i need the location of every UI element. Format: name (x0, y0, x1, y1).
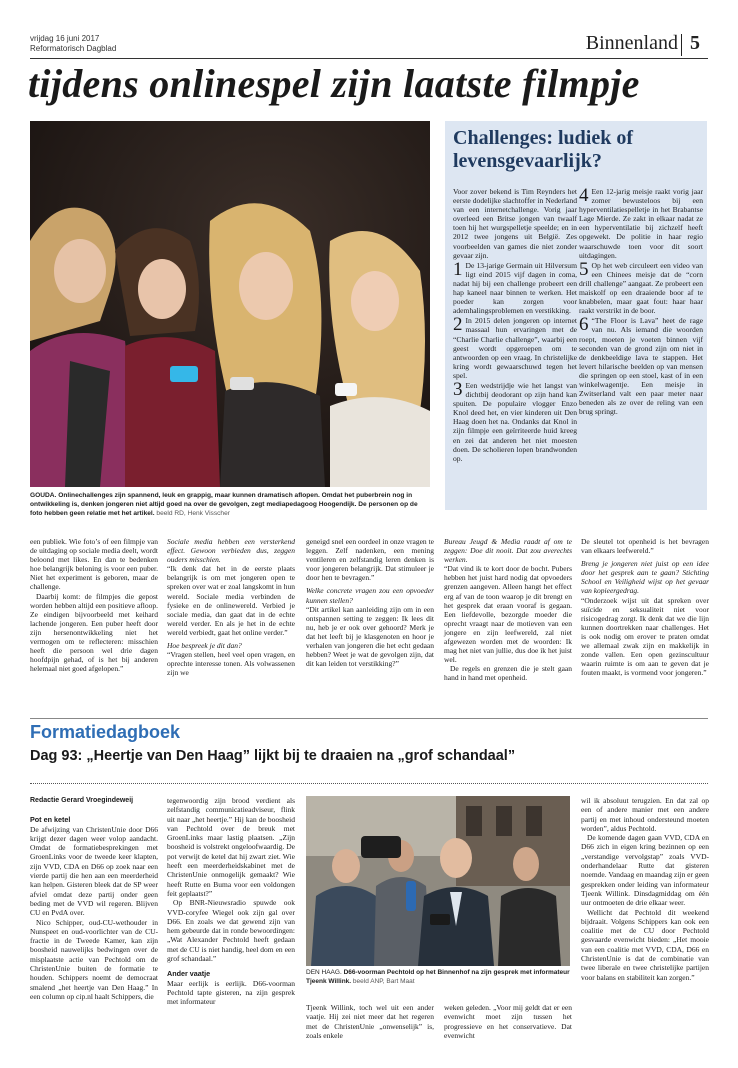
paragraph: De sleutel tot openheid is het bevragen van elkaars leefwereld.” (581, 537, 709, 556)
sidebar-item (453, 316, 577, 380)
paragraph: De komende dagen gaan VVD, CDA en D66 zich in eigen kring bezinnen op een „verstandige vervolgstap” zoals VVD-onderhandelaar Rutte dat gisteren noemde. Vandaag en maandag zijn er geen gesprekken onder leiding van informateur Tjeenk Willink. Dinsdagmiddag om één uur ontmoeten de drie elkaar weer. (581, 833, 709, 908)
photo2-caption (306, 968, 572, 986)
paragraph: tegenwoordig zijn brood verdient als zelfstandig communicatieadviseur, flink uit naar „het heertje.” Hij kan de boosheid van Pechtold over de breuk met GroenLinks maar lastig plaatsen. „Zijn boosheid is volstrekt ongeloofwaardig. De pot verwijt de ketel dat hij zwart ziet. Wie heeft een meerderheidskabinet met de ChristenUnie onmogelijk gemaakt? Wie heeft Rutte en Buma voor een voldongen feit geplaatst?” (167, 796, 295, 898)
interview-question: Hoe bespreek je dit dan? (167, 641, 242, 651)
article-col-4 (444, 537, 572, 683)
section-rule (30, 718, 708, 719)
paragraph: “Onderzoek wijst uit dat spreken over suïcide en seksualiteit niet voor risicogedrag zorgt. Ik denk dat we die lijn kunnen doortrekken naar challenges. Het is ook nodig om erover te praten omdat we allemaal zwak zijn en makkelijk in zonde vallen. Een open gezinscultuur waarin ruimte is om aan te geven dat je fouten maakt, is vormend voor jongeren.” (581, 595, 709, 678)
sidebar-title: Challenges: ludiek of levensgevaarlijk? (453, 127, 634, 172)
interview-question: Breng je jongeren niet juist op een idee door het gesprek aan te gaan? Stichting School en Veiligheid wijst op het gevaar van kopieergedrag. (581, 559, 709, 596)
paragraph: Wellicht dat Pechtold dit weekend bijdraait. Volgens Schippers kan ook een coalitie met de CU door Pechtold gesvaarde evenwicht bieden: „Het mooie van een coalitie met VVD, CDA, D66 en ChristenUnie is dat de combinatie van twee liberale en twee christelijke partijen voor balans en stabiliteit kan zorgen.” (581, 907, 709, 982)
page-number: 5 (690, 32, 700, 54)
paragraph: Maar eerlijk is eerlijk. D66-voorman Pechtold tapte gisteren, na zijn gesprek met informateur (167, 978, 295, 1007)
formatie-headline: Dag 93: „Heertje van Den Haag” lijkt bij te draaien na „grof schandaal” (30, 748, 516, 764)
formatie-col-2 (167, 796, 295, 1007)
issue-date: vrijdag 16 juni 2017 (30, 34, 100, 43)
paragraph: “Dit artikel kan aanleiding zijn om in een ontspannen setting te zeggen: Ik lees dit nu, heb je er ook over gehoord? Merk je dat het leeft bij je klasgenoten en hoor je verhalen van jongeren die het echt gedaan hebben? Weet je wat de gevolgen zijn, dat dit kan leiden tot verstikking?” (306, 604, 434, 669)
dotted-rule (30, 783, 708, 784)
item-number: 4 (579, 185, 589, 206)
item-number: 6 (579, 314, 589, 336)
paragraph: “Dat vind ik te kort door de bocht. Pubers hebben het juist hard nodig dat opvoeders grenzen aangeven. Alleen hangt het effect erg af van de toon waarop je dit brengt en het gesprek dat eraan vooraf is gegaan. Een liefdevolle, bezorgde moeder die oprecht vraagt naar de motieven van een jongere en zijn leefwereld, zal niet afgewezen worden met de woorden: Ik mag het niet van jullie, dus doe ik het juist wel. (444, 564, 572, 665)
article-col-3 (306, 537, 434, 668)
paragraph: wil ik absoluut terugzien. En dat zal op een of andere manier met een andere partij en met inhoud ondersteund moeten worden”, aldus Pechtold. (581, 796, 709, 833)
photo1-caption (30, 491, 430, 518)
interview-question: Sociale media hebben een versterkend effect. Gewoon verbieden dus, zeggen ouders misschien. (167, 537, 295, 565)
challenges-sidebar (445, 121, 707, 510)
formatie-section-title: Formatiedagboek (30, 722, 181, 742)
byline: Redactie Gerard Vroegindeweij (30, 797, 134, 804)
paragraph: “Vragen stellen, heel veel open vragen, en oprechte interesse tonen. Als volwassenen zijn we (167, 650, 295, 678)
caption-text: D66-voorman Pechtold op het Binnenhof na zijn gesprek met informateur Tjeenk Willink. (306, 969, 570, 985)
paragraph: Nico Schipper, oud-CU-wethouder in Nunspeet en oud-voorlichter van de CU-fractie in de Tweede Kamer, kan zijn boosheid nauwelijks bedwingen over de misplaatste actie van Pechtold om de ChristenUnie buiten de formatie te houden. Schippers noemt de democraat smalend „het heertje van Den Haag.” In een column op cip.nl haalt Schippers, die (30, 917, 158, 1001)
item-text: “The Floor is Lava” heet de rage van nu. Als iemand die woorden roept, moeten je voeten binnen vijf seconden van de grond zijn om niet in de denkbeeldige lava te stappen. Het levert hilarische beelden op van mensen die springen op een stoel, kast of in een winkelwagentje. Een meisje in Zwitserland valt een paar meter naar beneden als ze over de reling van een brug springt. (579, 316, 703, 417)
caption-text: Onlinechallenges zijn spannend, leuk en grappig, maar kunnen dramatisch aflopen. Omdat het puberbrein nog in ontwikkeling is, denken jongeren niet altijd goed na over de gevolgen, zegt mediapedagoog Hoogendijk. De personen op de foto hebben geen relatie met het artikel. (30, 492, 418, 517)
formatie-col-5 (581, 796, 709, 982)
section-name: Binnenland (585, 32, 678, 54)
paper-name: Reformatorisch Dagblad (30, 44, 117, 53)
caption-credit: beeld RD, Henk Visscher (156, 510, 230, 517)
caption-place: GOUDA. (30, 492, 57, 499)
photo-pechtold (306, 796, 570, 966)
photo-girls-illustration (30, 121, 430, 487)
sidebar-col-right (579, 187, 703, 417)
section-divider (681, 34, 682, 56)
paragraph: Daarbij komt: de filmpjes die gepost worden hebben altijd een positieve afloop. Ze eindigen bijvoorbeeld met keihard lachende jongeren. Een puber heeft door zijn hersenontwikkeling niet het vermogen om te reflecteren: misschien heeft die persoon wel drie dagen hoofdpijn gehad, of is het bij anderen helemaal niet goed afgelopen.” (30, 591, 158, 674)
item-text: Een 12-jarig meisje raakt vorig jaar zomer bewusteloos bij een hyperventilatiespelletje in het Brabantse Lage Mierde. Ze zakt in elkaar nadat ze een hyperventilatie bij zichzelf heeft opgewekt. De politie in haar regio waarschuwde toen voor dit soort uitdagingen. (579, 187, 703, 260)
photo-girls-with-phones (30, 121, 430, 487)
article-col-1 (30, 537, 158, 673)
interview-question: Bureau Jeugd & Media raadt af om te zeggen: Doe dit nooit. Dat zou averechts werken. (444, 537, 572, 565)
sidebar-item (453, 378, 577, 463)
paragraph: De regels en grenzen die je stelt gaan hand in hand met openheid. (444, 664, 572, 683)
sidebar-item (579, 258, 703, 316)
item-text: Op het web circuleert een video van een Chinees meisje dat de “corn drill challenge” aangaat. Ze probeert een maiskolf op een draaiende boor af te knabbelen, maar gaat fout: haar haar raakt verstrikt in de boor. (579, 260, 703, 316)
paragraph: Op BNR-Nieuwsradio spuwde ook VVD-coryfee Wiegel ook zijn gal over D66. En zoals we dat gewend zijn van hem gebeurde dat in ronde bewoordingen: „Wat Alexander Pechtold heeft gedaan met de CU is niet handig, heel dom en een grof schandaal.” (167, 898, 295, 964)
formatie-col-1 (30, 796, 158, 1001)
paragraph: een publiek. Wie foto’s of een filmpje van de uitdaging op sociale media deelt, wordt beloond met likes. En dan te bedenken hoe belangrijk beloning is voor een puber. Niet het experiment is geboren, maar de challenge. (30, 537, 158, 592)
formatie-col-4 (444, 1003, 572, 1040)
photo-pechtold-illustration (306, 796, 570, 966)
article-col-2 (167, 537, 295, 677)
caption-place: DEN HAAG. (306, 969, 342, 976)
masthead-meta (30, 34, 116, 54)
subhead: Pot en ketel (30, 815, 71, 825)
sidebar-item (579, 316, 703, 416)
headline: tijdens onlinespel zijn laatste filmpje (28, 61, 640, 106)
item-text: De 13-jarige Germain uit Hilversum ligt eind 2015 vijf dagen in coma, nadat hij bij een challenge probeert een hap kaneel naar binnen te werken. Het poeder kan zorgen voor ademhalingsproblemen en verstikking. (453, 260, 577, 316)
interview-question: Welke concrete vragen zou een opvoeder kunnen stellen? (306, 586, 434, 605)
caption-credit: beeld ANP, Bart Maat (352, 978, 415, 985)
item-number: 2 (453, 314, 463, 336)
subhead: Ander vaatje (167, 969, 211, 979)
sidebar-intro: Voor zover bekend is Tim Reynders het eerste dodelijke slachtoffer in Nederland van een internetchallenge. Vorig jaar overleed een Britse jongen van twaalf toen hij het wurgspelletje speelde; en in 2012 twee jongens uit België. Zes voorbeelden van games die niet zonder gevaar zijn. (453, 187, 577, 260)
paragraph: weken geleden. „Voor mij geldt dat er een evenwicht moet zijn tussen het progressieve en het conservatieve. Dat evenwicht (444, 1003, 572, 1040)
item-number: 3 (453, 378, 463, 400)
item-text: In 2015 delen jongeren op internet massaal hun ervaringen met de “Charlie Charlie challenge”, waarbij een geest wordt opgeroepen om te antwoorden op een vraag. In christelijke kring wordt gewaarschuwd tegen het spel. (453, 316, 577, 380)
paragraph: “Ik denk dat het in de eerste plaats belangrijk is om met jongeren open te spreken over wat er zoal langskomt in hun wereld. Sociale media verbinden de fysieke en de onlinewereld. Verbied je sociale media, dan gaat dat in de echte wereld verder. En als je het in de echte wereld verbiedt, gaat het online verder.” (167, 564, 295, 637)
paragraph: geneigd snel een oordeel in onze vragen te leggen. Zelf nadenken, een mening ventileren en zelfstandig leren denken is voor jongeren belangrijk. Dat stimuleer je door hen te bevragen.” (306, 537, 434, 583)
paragraph: De afwijzing van ChristenUnie door D66 krijgt dezer dagen weer volop aandacht. Omdat de formatiebesprekingen met GroenLinks voor de tweede keer klapten, zijn VVD, CDA en D66 op zoek naar een vierde partij die hen aan een meerderheid kan helpen. Gisteren bleek dat de SP weer afviel omdat deze partij onder geen beding met de VVD wil regeren. Blijven CU en PvdA over. (30, 824, 158, 918)
formatie-col-3 (306, 1003, 434, 1040)
paragraph: Tjeenk Willink, toch wel uit een ander vaatje. Hij zei niet meer dat het regeren met de ChristenUnie „onwenselijk” is, zoals enkele (306, 1003, 434, 1040)
item-number: 5 (579, 258, 589, 280)
sidebar-col-left (453, 187, 577, 464)
top-rule (30, 58, 708, 59)
article-col-5 (581, 537, 709, 677)
item-text: Een wedstrijdje wie het langst van dichtbij deodorant op zijn hand kan spuiten. De populaire vlogger Enzo Knol deed het, en vier kinderen uit Den Haag doen het na. Ondanks dat Knol in zijn filmpje een geïrriteerde huid kreeg en zei dat anderen het niet moesten doen. De scholieren lopen brandwonden op. (453, 380, 577, 463)
sidebar-item (453, 258, 577, 316)
sidebar-item (579, 187, 703, 260)
item-number: 1 (453, 258, 463, 280)
